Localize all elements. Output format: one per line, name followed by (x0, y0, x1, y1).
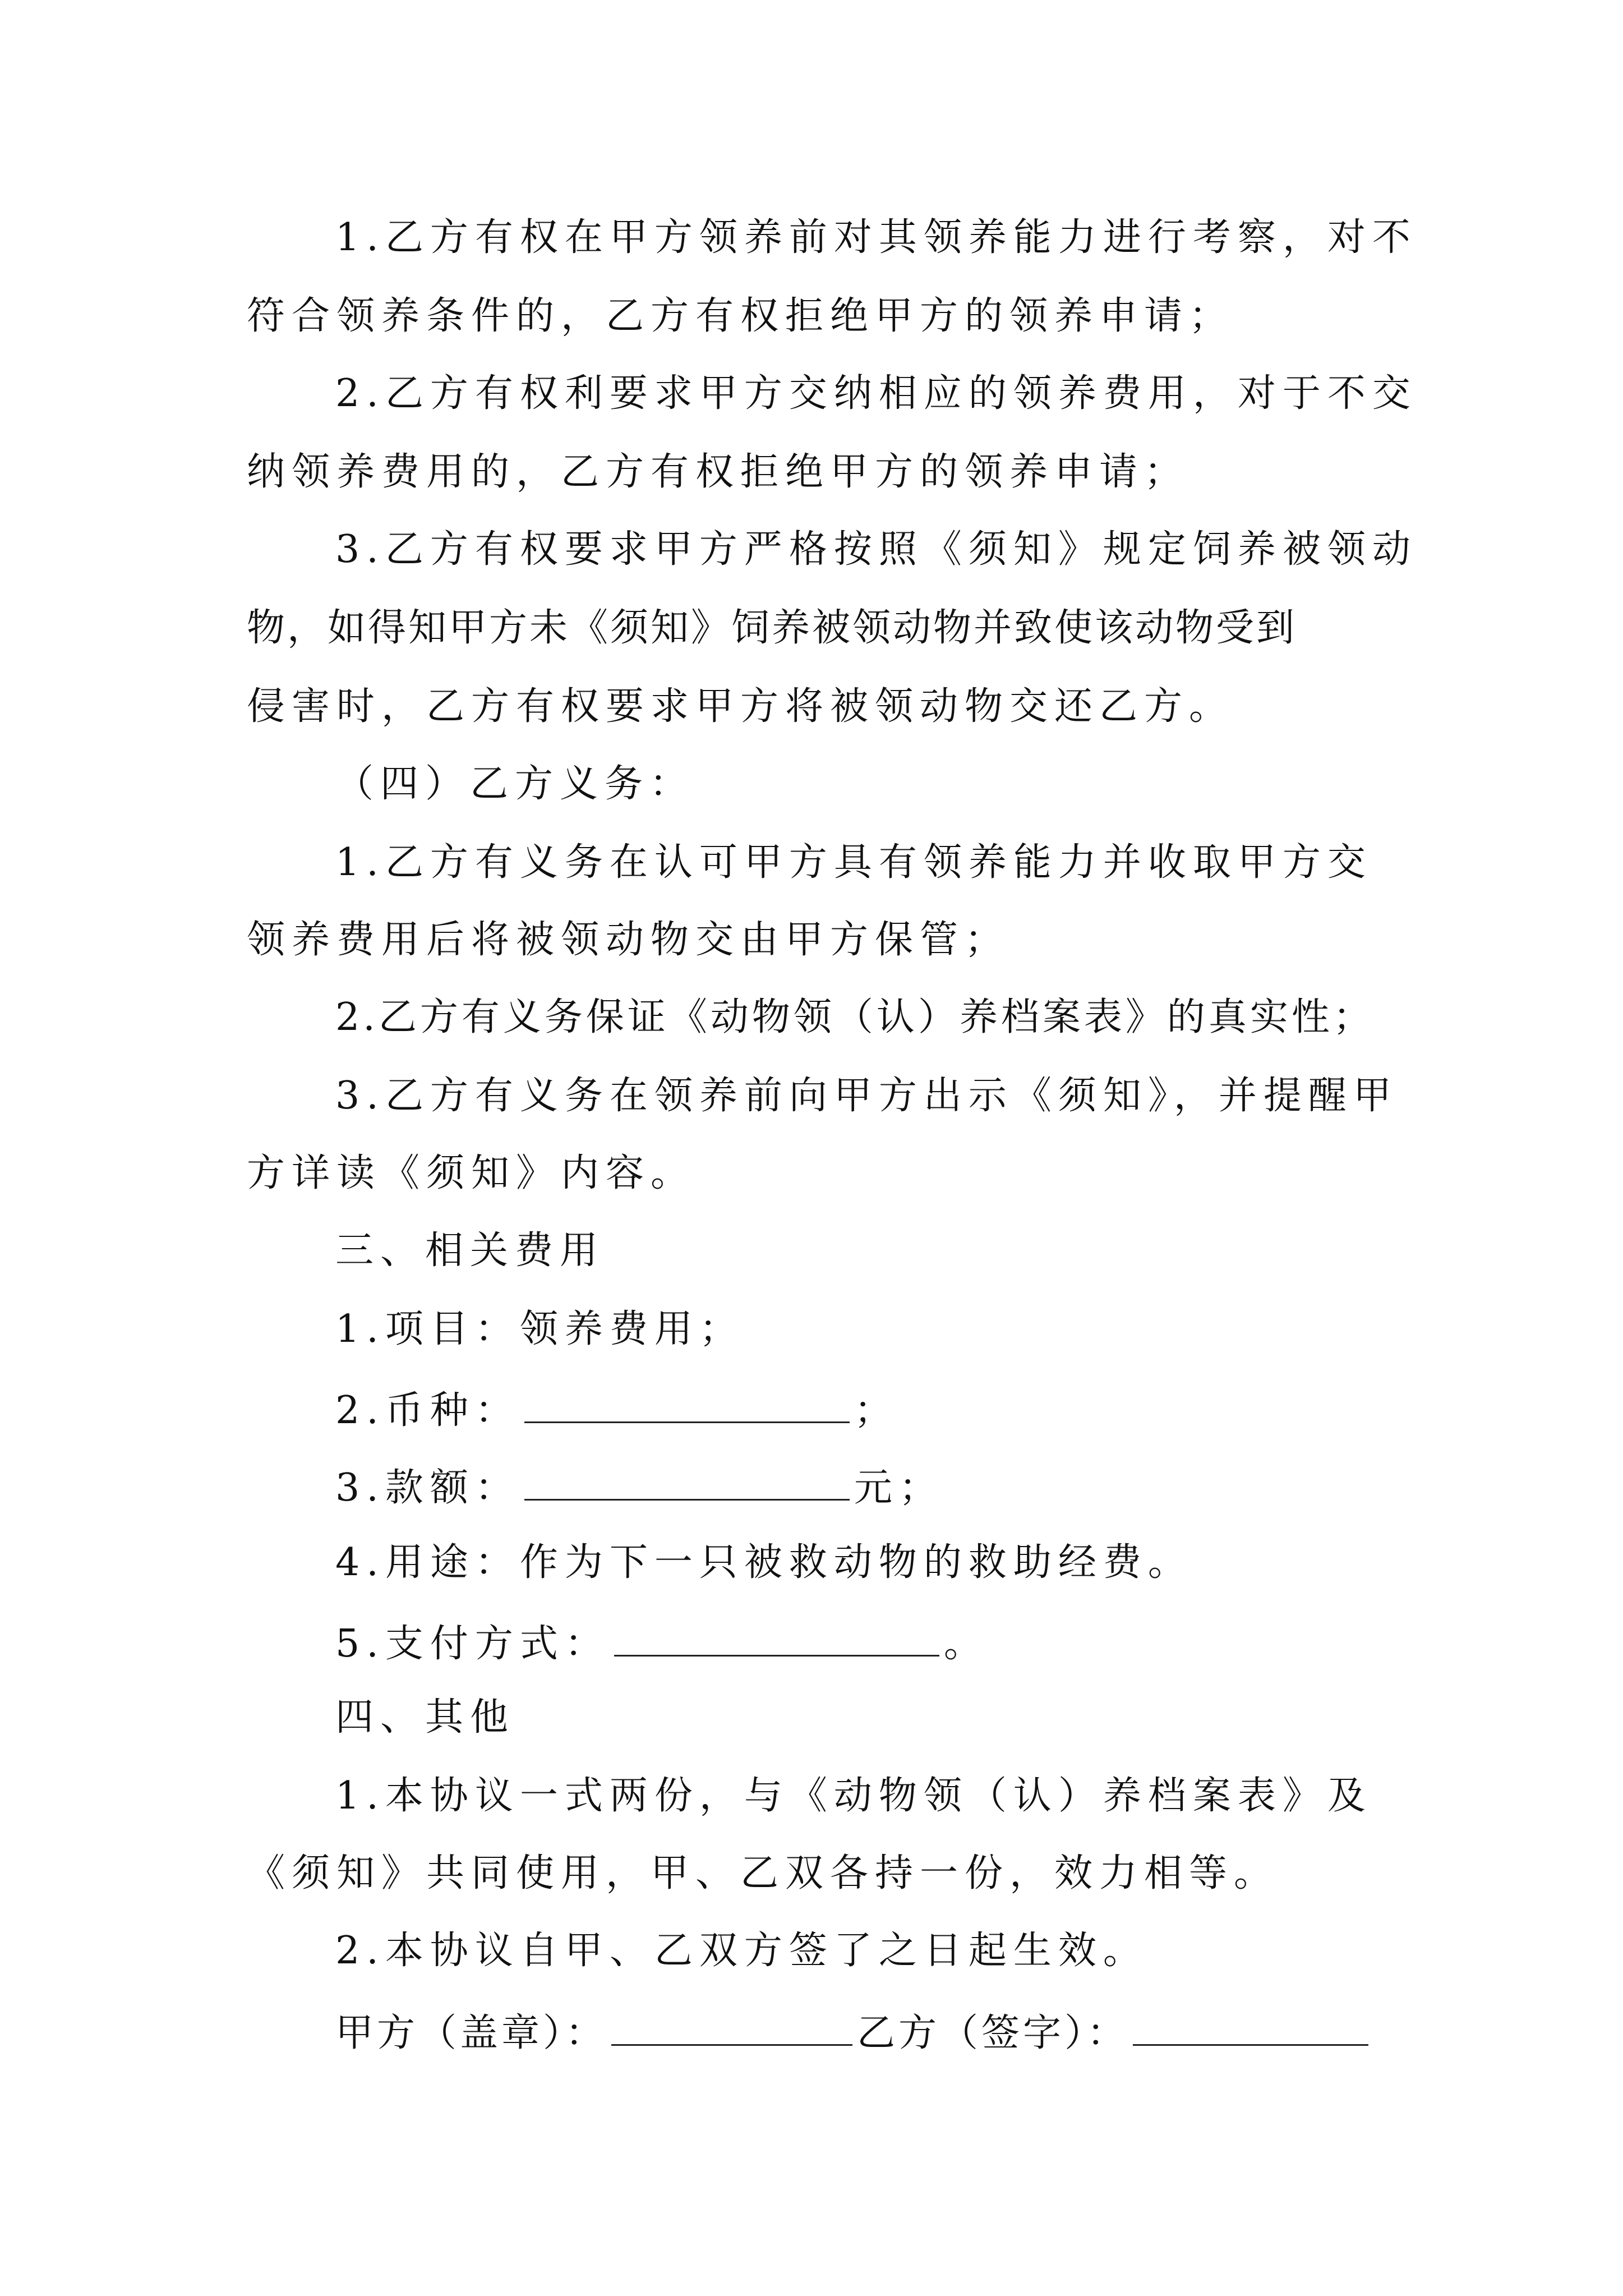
party-a-label: 甲方（盖章）： (335, 2011, 607, 2055)
text-line: 1.本协议一式两份，与《动物领（认）养档案表》及 (335, 1774, 1372, 1818)
section-heading: 三、相关费用 (335, 1228, 605, 1273)
section-heading: 四、其他 (335, 1695, 515, 1740)
text-line: 1.乙方有权在甲方领养前对其领养能力进行考察，对不 (335, 215, 1417, 260)
fee-currency (335, 1388, 899, 1433)
text-line: 纳领养费用的，乙方有权拒绝甲方的领养申请； (247, 450, 1189, 494)
amount-blank (524, 1465, 850, 1501)
text-line: 2.乙方有义务保证《动物领（认）养档案表》的真实性； (335, 995, 1375, 1039)
text-line: 2.本协议自甲、乙双方签了之日起生效。 (335, 1929, 1148, 1973)
fee-payment (335, 1621, 989, 1666)
text-line: 《须知》共同使用，甲、乙双各持一份，效力相等。 (247, 1851, 1279, 1895)
fee-purpose: 4.用途：作为下一只被救动物的救助经费。 (335, 1540, 1193, 1585)
currency-end: ； (854, 1388, 899, 1433)
fee-item: 1.项目：领养费用； (335, 1307, 744, 1351)
text-line: 物，如得知甲方未《须知》饲养被领动物并致使该动物受到 (247, 606, 1297, 650)
currency-label: 2.币种： (335, 1388, 520, 1433)
signature-line (335, 2010, 1373, 2053)
amount-end: 元； (854, 1466, 944, 1510)
text-line: 符合领养条件的，乙方有权拒绝甲方的领养申请； (247, 294, 1234, 338)
text-line: 方详读《须知》内容。 (247, 1151, 696, 1195)
currency-blank (524, 1388, 850, 1423)
party-a-blank (611, 2010, 852, 2046)
payment-blank (614, 1621, 939, 1657)
text-line: 3.乙方有权要求甲方严格按照《须知》规定饲养被领动 (335, 527, 1417, 572)
payment-label: 5.支付方式： (335, 1622, 610, 1666)
party-b-label: 乙方（签字）： (857, 2011, 1129, 2055)
section-subheading: （四）乙方义务： (335, 762, 695, 806)
amount-label: 3.款额： (335, 1466, 520, 1510)
text-line: 1.乙方有义务在认可甲方具有领养能力并收取甲方交 (335, 840, 1372, 885)
text-line: 领养费用后将被领动物交由甲方保管； (247, 918, 1010, 962)
text-line: 2.乙方有权利要求甲方交纳相应的领养费用，对于不交 (335, 371, 1417, 416)
fee-amount (335, 1465, 944, 1510)
text-line: 3.乙方有义务在领养前向甲方出示《须知》，并提醒甲 (335, 1074, 1398, 1118)
payment-end: 。 (943, 1622, 989, 1666)
party-b-blank (1133, 2010, 1368, 2046)
text-line: 侵害时，乙方有权要求甲方将被领动物交还乙方。 (247, 684, 1234, 729)
